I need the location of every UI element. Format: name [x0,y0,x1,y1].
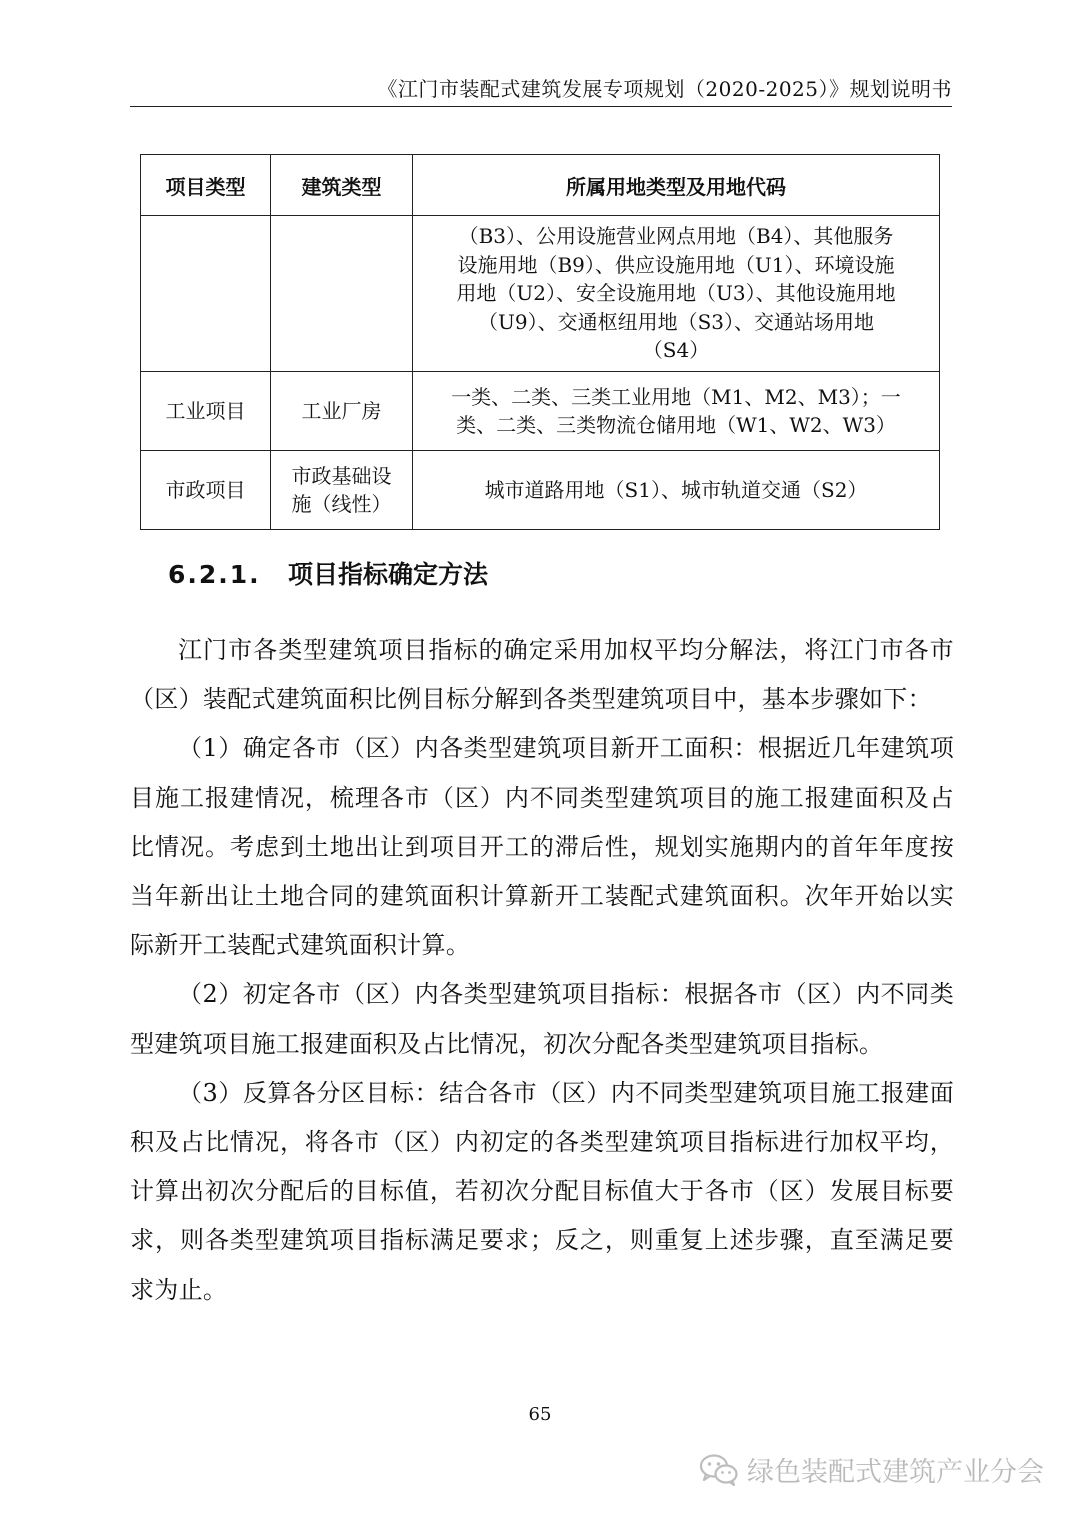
column-header-land-type: 所属用地类型及用地代码 [413,155,940,216]
land-use-table [140,154,940,530]
paragraph: （1）确定各市（区）内各类型建筑项目新开工面积：根据近几年建筑项目施工报建情况，梳理各市（区）内不同类型建筑项目的施工报建面积及占比情况。考虑到土地出让到项目开工的滞后性，规划实施期内的首年年度按当年新出让土地合同的建筑面积计算新开工装配式建筑面积。次年开始以实际新开工装配式建筑面积计算。 [130,734,954,960]
header-rule [130,106,952,107]
building-type-line: 市政基础设 [291,463,392,488]
land-type-cell [413,451,940,530]
body-text [130,626,954,1315]
project-type-cell: 工业项目 [141,372,271,451]
section-title: 项目指标确定方法 [288,560,489,589]
column-header-building-type: 建筑类型 [271,155,413,216]
land-type-cell [413,372,940,451]
project-type-cell: 市政项目 [141,451,271,530]
paragraph: （2）初定各市（区）内各类型建筑项目指标：根据各市（区）内不同类型建筑项目施工报建面积及占比情况，初次分配各类型建筑项目指标。 [130,980,954,1058]
building-type-cell [271,216,413,372]
building-type-line: 施（线性） [291,492,392,516]
land-line: 用地（U2）、安全设施用地（U3）、其他设施用地 [456,281,896,306]
land-line: 城市道路用地（S1）、城市轨道交通（S2） [484,477,868,502]
section-heading [168,555,488,595]
building-type-cell [271,451,413,530]
building-type-cell: 工业厂房 [271,372,413,451]
table-header-row [141,155,940,216]
land-line: （U9）、交通枢纽用地（S3）、交通站场用地 [477,309,874,334]
table-row [141,372,940,451]
land-line: （B3）、公用设施营业网点用地（B4）、其他服务 [458,224,894,249]
land-line: 设施用地（B9）、供应设施用地（U1）、环境设施 [457,252,895,277]
watermark-text: 绿色装配式建筑产业分会 [747,1457,1044,1488]
land-line: 类、二类、三类物流仓储用地（W1、W2、W3） [456,413,896,437]
section-number: 6.2.1. [168,560,261,589]
column-header-project-type: 项目类型 [141,155,271,216]
land-type-cell [413,216,940,372]
table-row [141,451,940,530]
paragraph: 江门市各类型建筑项目指标的确定采用加权平均分解法，将江门市各市（区）装配式建筑面积比例目标分解到各类型建筑项目中，基本步骤如下： [130,636,954,714]
project-type-cell [141,216,271,372]
land-line: （S4） [642,338,710,363]
watermark [699,1450,1044,1489]
page-number: 65 [528,1404,552,1425]
land-line: 一类、二类、三类工业用地（M1、M2、M3）；一 [451,384,901,409]
table-row [141,216,940,372]
running-header: 《江门市装配式建筑发展专项规划（2020-2025）》规划说明书 [377,77,952,101]
paragraph: （3）反算各分区目标：结合各市（区）内不同类型建筑项目施工报建面积及占比情况，将各市（区）内初定的各类型建筑项目指标进行加权平均，计算出初次分配后的目标值，若初次分配目标值大于各市（区）发展目标要求，则各类型建筑项目指标满足要求；反之，则重复上述步骤，直至满足要求为止。 [130,1078,954,1304]
wechat-icon [699,1453,739,1487]
